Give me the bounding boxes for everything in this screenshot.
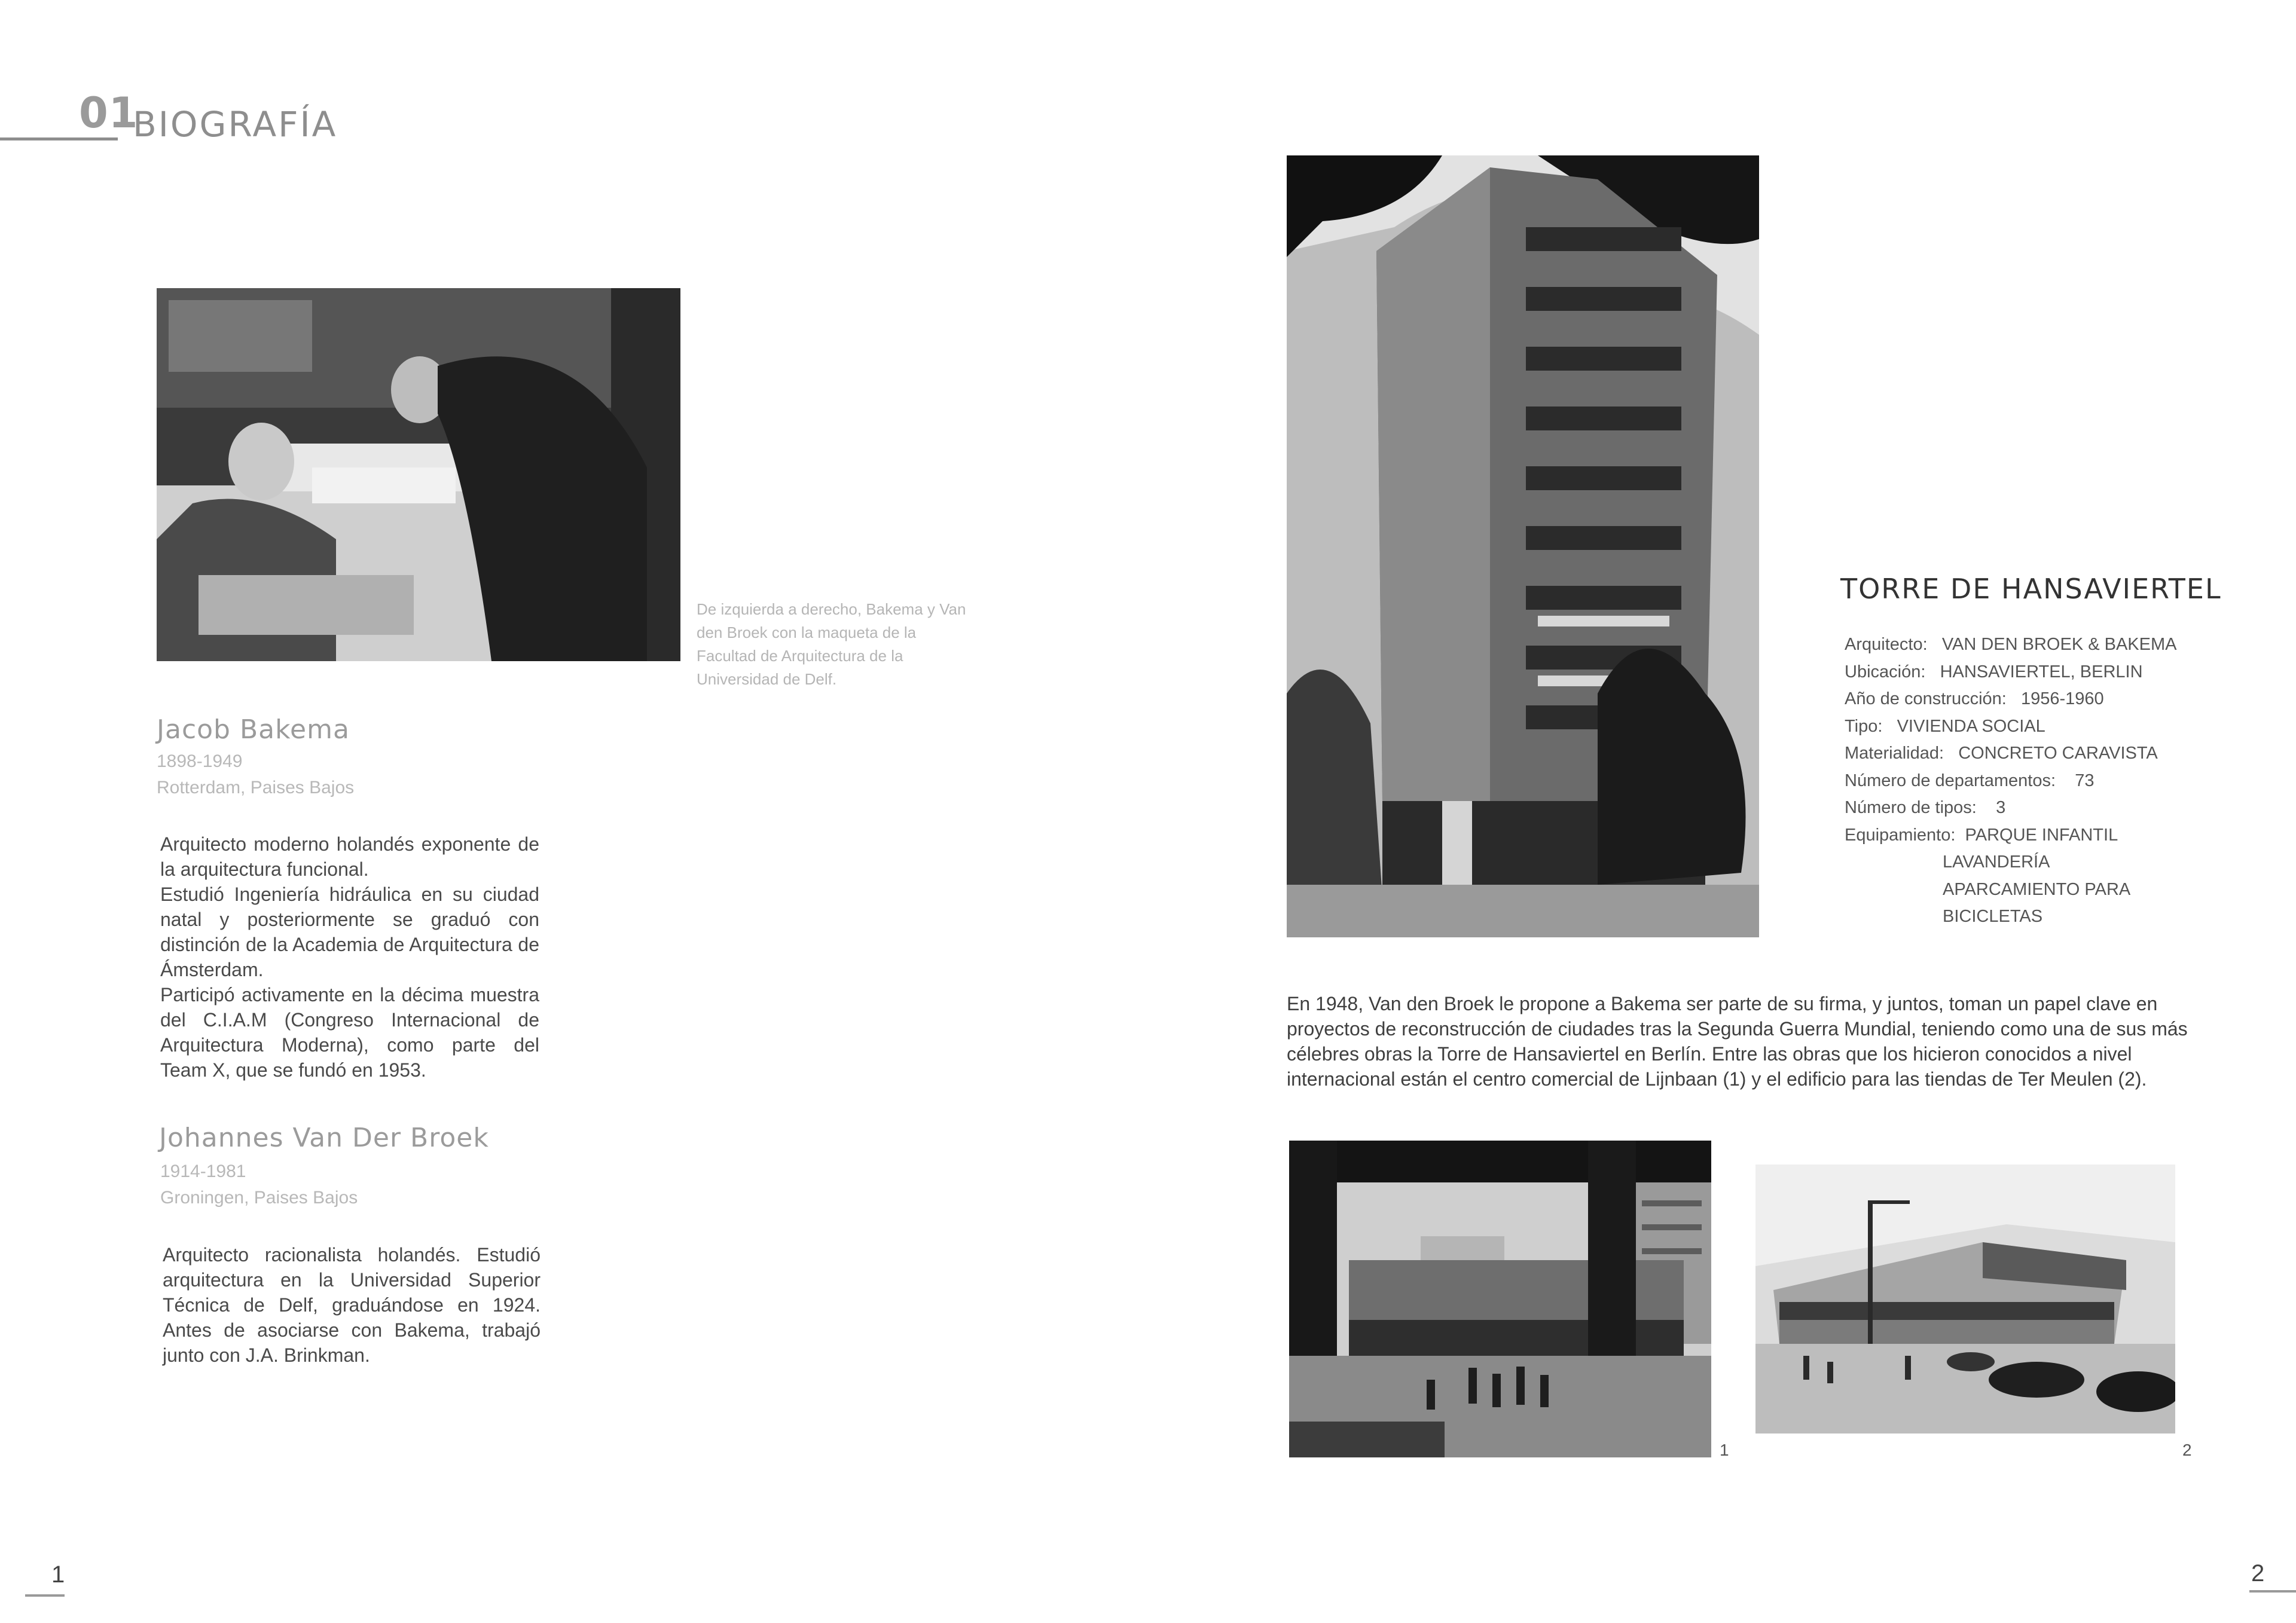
tower-title: TORRE DE HANSAVIERTEL — [1840, 573, 2222, 605]
header-rule — [0, 137, 118, 140]
spec-row-year — [1845, 686, 2177, 713]
spec-label: Número de tipos: — [1845, 798, 1977, 817]
spec-value: 1956-1960 — [2021, 689, 2104, 708]
spec-value: HANSAVIERTEL, BERLIN — [1940, 662, 2143, 681]
bio-vanderbroek-p1: Arquitecto racionalista holandés. Estudió arquitectura en la Universidad Superior Técnica de Delf, graduándose en 1924. Antes de asociarse con Bakema, trabajó junto con J.A. Brinkman. — [163, 1244, 541, 1366]
spec-value: 73 — [2075, 771, 2095, 790]
person-years-vanderbroek: 1914-1981 — [160, 1162, 246, 1181]
figure-number-1: 1 — [1720, 1441, 1729, 1459]
section-number: 01 — [79, 88, 139, 137]
spec-value: 3 — [1996, 798, 2006, 817]
lijnbaan-photo — [1289, 1141, 1711, 1457]
bio-bakema-p3: Participó activamente en la décima muestra del C.I.A.M (Congreso Internacional de Arquitectura Moderna), como parte del Team X, que se fundó en 1953. — [160, 984, 539, 1081]
spec-equipment-parking: APARCAMIENTO PARA — [1943, 879, 2131, 899]
spec-equipment-laundry: LAVANDERÍA — [1943, 852, 2050, 872]
person-place-bakema: Rotterdam, Paises Bajos — [157, 778, 355, 797]
section-title: BIOGRAFÍA — [133, 104, 338, 145]
spec-label: Materialidad: — [1845, 744, 1944, 763]
spec-label: Número de departamentos: — [1845, 771, 2056, 790]
spec-label: Tipo: — [1845, 716, 1883, 736]
spec-row-type — [1845, 713, 2177, 741]
tower-photo — [1287, 155, 1759, 937]
spec-label: Equipamiento: — [1845, 825, 1956, 845]
person-name-bakema: Jacob Bakema — [157, 714, 350, 745]
bio-vanderbroek — [163, 1242, 541, 1368]
person-name-vanderbroek: Johannes Van Der Broek — [159, 1123, 489, 1153]
ter-meulen-photo — [1755, 1164, 2175, 1434]
spec-row-types — [1845, 794, 2177, 822]
spec-label: Ubicación: — [1845, 662, 1926, 681]
spec-row-apartments — [1845, 768, 2177, 795]
spec-value: CONCRETO CARAVISTA — [1958, 744, 2158, 763]
spec-row-equipment — [1845, 822, 2177, 849]
figure-number-2: 2 — [2182, 1441, 2192, 1459]
page-rule-left — [25, 1594, 65, 1597]
spec-value: PARQUE INFANTIL — [1965, 825, 2118, 845]
bio-bakema-p2: Estudió Ingeniería hidráulica en su ciudad natal y posteriormente se graduó con distinción de la Academia de Arquitectura de Ámsterdam. — [160, 884, 539, 980]
person-place-vanderbroek: Groningen, Paises Bajos — [160, 1188, 358, 1208]
photo-caption: De izquierda a derecho, Bakema y Van den Broek con la maqueta de la Facultad de Arquitectura de la Universidad de Delf. — [697, 600, 966, 688]
person-years-bakema: 1898-1949 — [157, 751, 243, 771]
history-paragraph: En 1948, Van den Broek le propone a Bakema ser parte de su firma, y juntos, toman un papel clave en proyectos de reconstrucción de ciudades tras la Segunda Guerra Mundial, teniendo como una de sus más célebres obras la Torre de Hansaviertel en Berlín. Entre las obras que los hicieron conocidos a nivel internacional están el centro comercial de Lijnbaan (1) y el edificio para las tiendas de Ter Meulen (2). — [1287, 993, 2188, 1090]
spec-label: Arquitecto: — [1845, 635, 1928, 654]
bio-bakema — [160, 832, 539, 1083]
page-number-right: 2 — [2251, 1560, 2265, 1587]
spec-equipment-bicycles: BICICLETAS — [1943, 907, 2043, 926]
spec-row-material — [1845, 740, 2177, 768]
page-number-left: 1 — [51, 1561, 65, 1588]
spec-label: Año de construcción: — [1845, 689, 2007, 708]
spec-value: VIVIENDA SOCIAL — [1897, 716, 2045, 736]
bio-bakema-p1: Arquitecto moderno holandés exponente de la arquitectura funcional. — [160, 833, 539, 880]
architects-photo — [157, 288, 680, 661]
spec-value: VAN DEN BROEK & BAKEMA — [1941, 635, 2177, 654]
spec-row-architect — [1845, 631, 2177, 659]
spec-row-location — [1845, 659, 2177, 686]
page-rule-right — [2249, 1590, 2296, 1593]
tower-specs — [1845, 631, 2177, 931]
